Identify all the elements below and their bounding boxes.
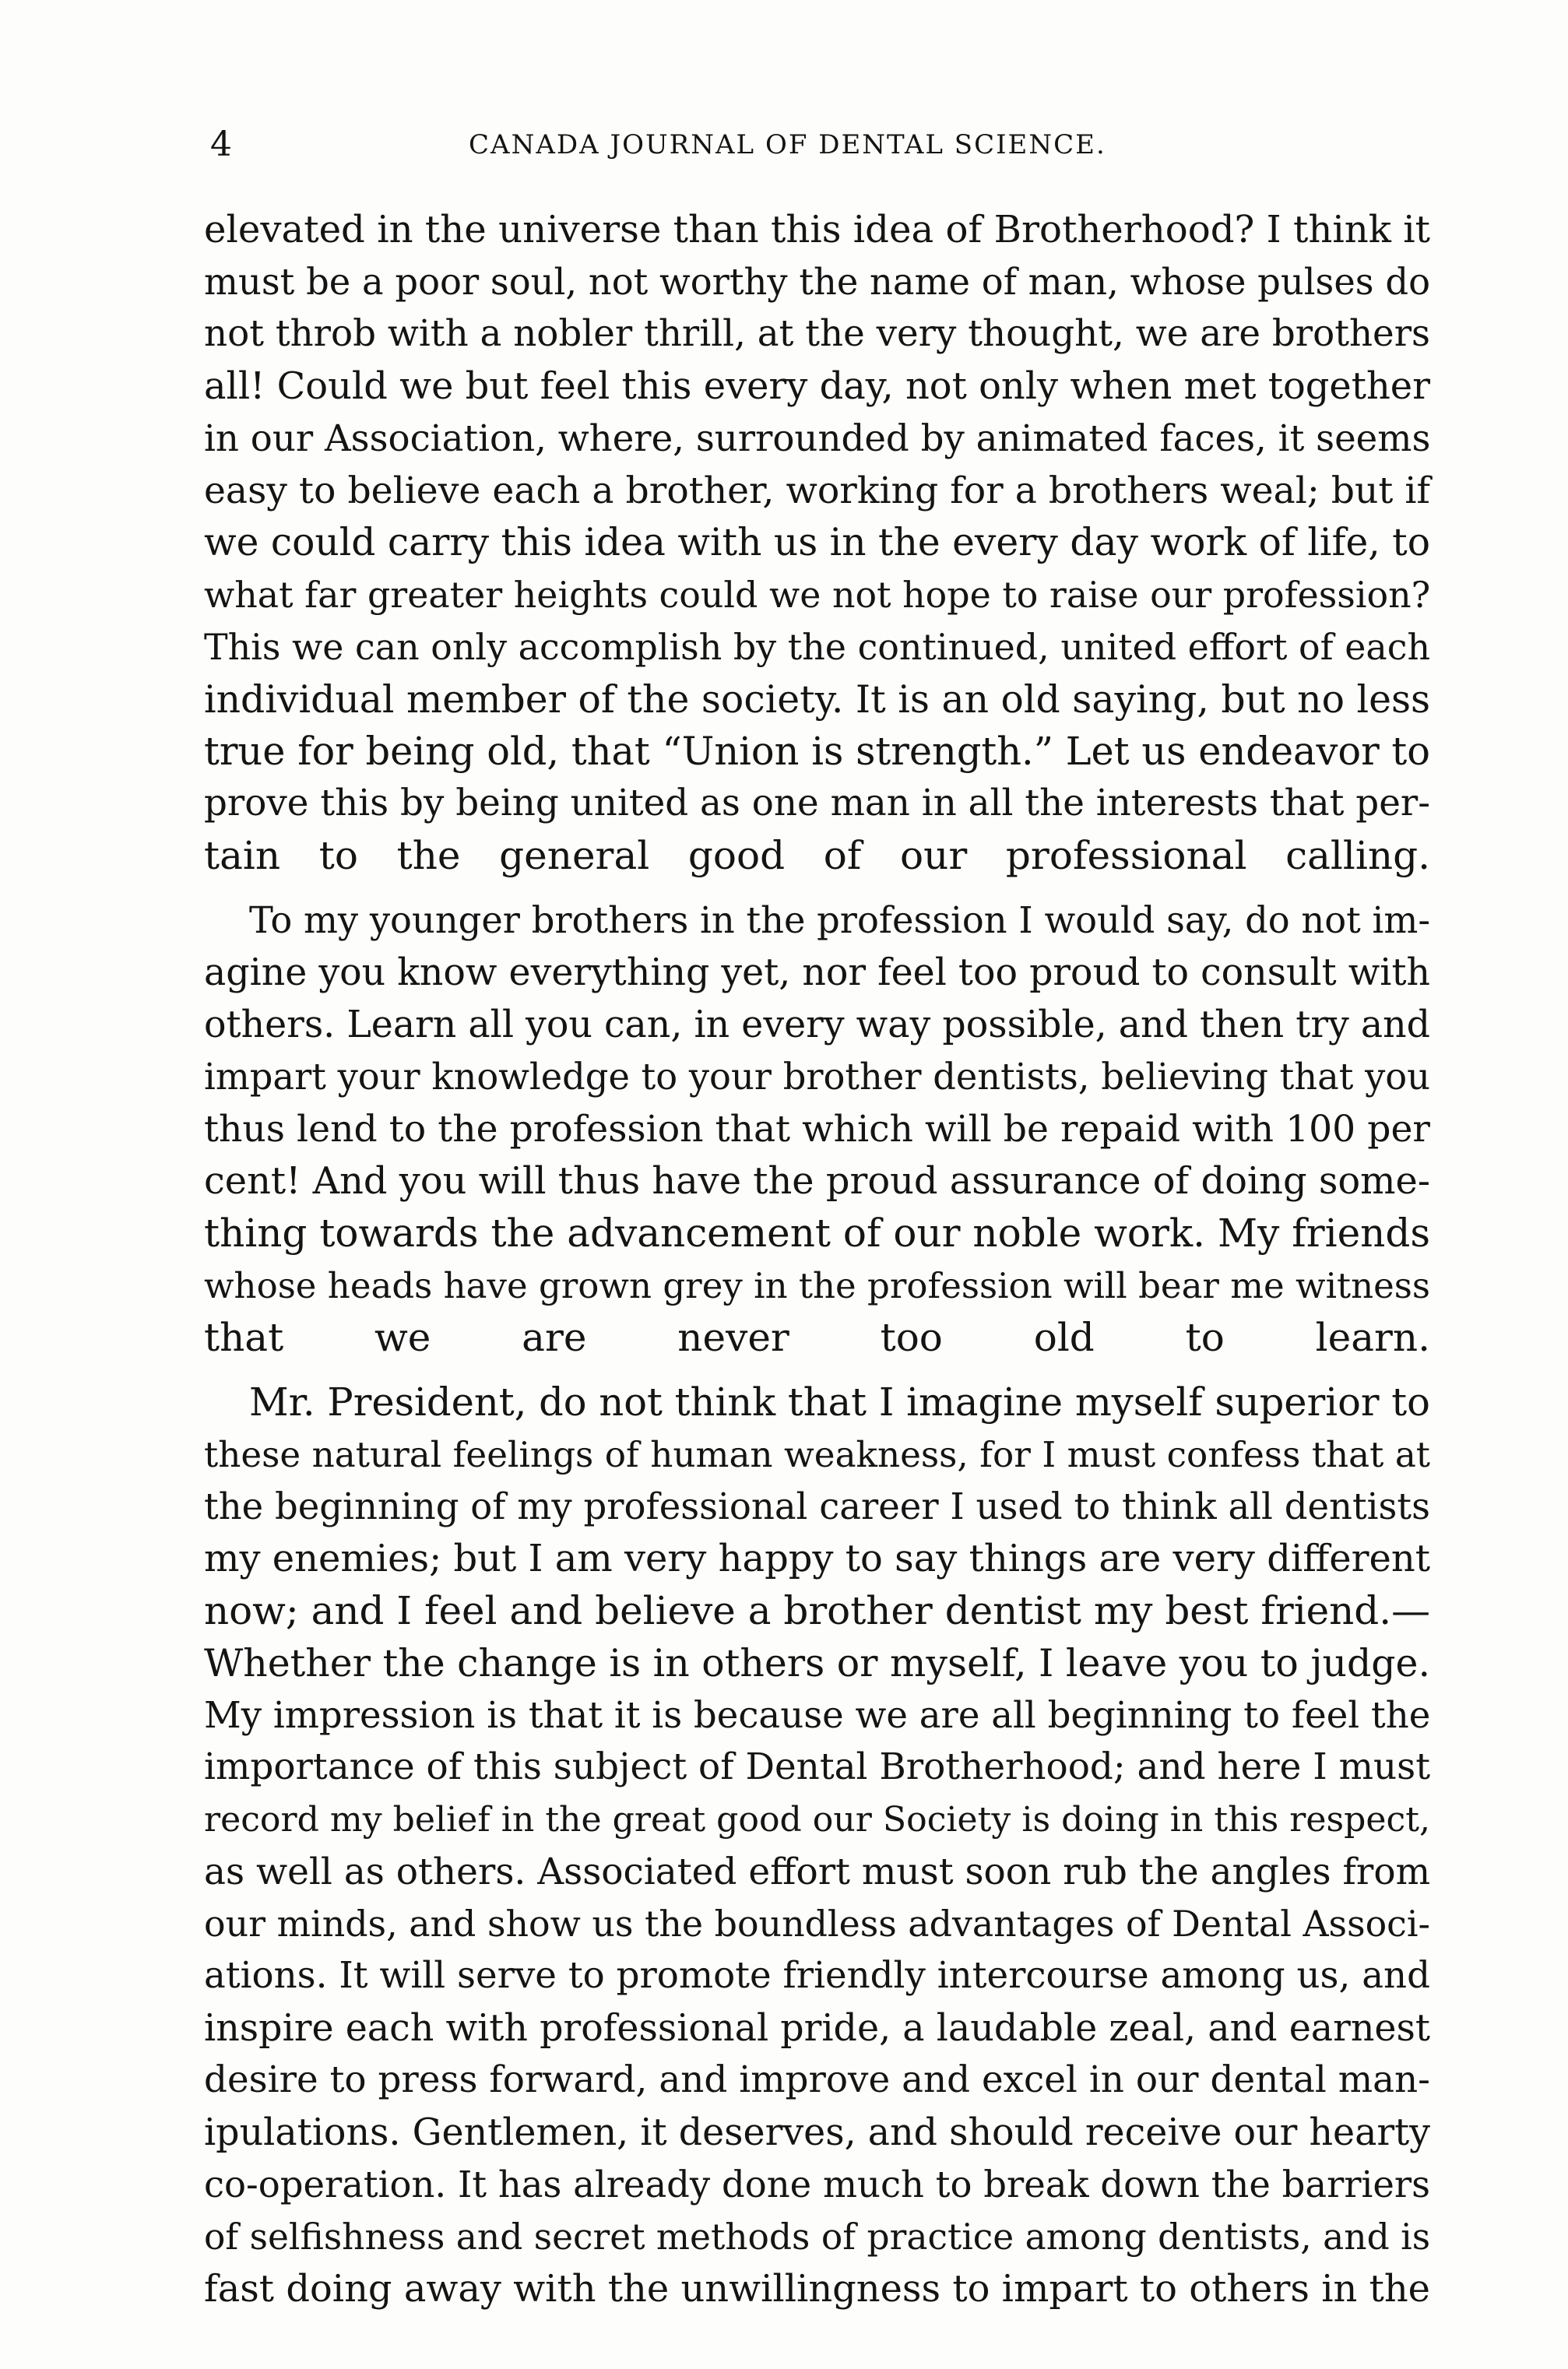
text-line: we could carry this idea with us in the every day work of life, to [204, 521, 1430, 564]
text-line: that we are never too old to learn. [204, 1315, 1430, 1360]
text-line: easy to believe each a brother, working for a brothers weal; but if [204, 469, 1430, 512]
text-line: agine you know everything yet, nor feel too proud to consult with [204, 951, 1430, 994]
text-line: co-operation. It has already done much to break down the barriers [204, 2163, 1430, 2206]
text-line: my enemies; but I am very happy to say things are very different [204, 1538, 1430, 1580]
paragraph-brotherhood [204, 204, 1430, 882]
text-line: true for being old, that “Union is strength.” Let us endeavor to [204, 729, 1430, 774]
paragraph-mr-president [204, 1376, 1430, 2315]
text-line: impart your knowledge to your brother dentists, believing that you [204, 1056, 1431, 1098]
text-line: ipulations. Gentlemen, it deserves, and should receive our hearty [204, 2111, 1430, 2154]
text-line: To my younger brothers in the profession I would say, do not im- [249, 899, 1430, 941]
text-line: prove this by being united as one man in all the interests that per- [204, 782, 1430, 824]
text-line: thing towards the advancement of our noble work. My friends [204, 1211, 1430, 1256]
text-line: in our Association, where, surrounded by animated faces, it seems [204, 417, 1431, 459]
text-line: Mr. President, do not think that I imagine myself superior to [249, 1380, 1430, 1425]
text-line: now; and I feel and believe a brother dentist my best friend.— [204, 1588, 1430, 1633]
page-number: 4 [210, 125, 232, 164]
text-line: thus lend to the profession that which will be repaid with 100 per [204, 1108, 1430, 1151]
text-line: others. Learn all you can, in every way possible, and then try and [204, 1003, 1430, 1046]
text-line: these natural feelings of human weakness, for I must confess that at [204, 1434, 1430, 1475]
text-line: not throb with a nobler thrill, at the very thought, we are brothers [204, 313, 1430, 355]
text-line: elevated in the universe than this idea of Brotherhood? I think it [204, 208, 1430, 251]
text-line: This we can only accomplish by the continued, united effort of each [204, 626, 1430, 668]
text-line: the beginning of my professional career I used to think all dentists [204, 1485, 1430, 1527]
text-line: all! Could we but feel this every day, not only when met together [204, 365, 1430, 408]
text-line: must be a poor soul, not worthy the name of man, whose pulses do [204, 261, 1430, 303]
text-line: Whether the change is in others or myself, I leave you to judge. [204, 1641, 1430, 1685]
running-head: CANADA JOURNAL OF DENTAL SCIENCE. [469, 129, 1106, 160]
text-line: tain to the general good of our professional calling. [204, 833, 1430, 878]
text-line: cent! And you will thus have the proud assurance of doing some- [204, 1160, 1430, 1203]
text-line: My impression is that it is because we are all beginning to feel the [204, 1694, 1431, 1736]
page-header [204, 121, 1451, 168]
text-line: as well as others. Associated effort must soon rub the angles from [204, 1851, 1431, 1893]
text-line: inspire each with professional pride, a laudable zeal, and earnest [204, 2007, 1430, 2050]
text-line: ations. It will serve to promote friendly intercourse among us, and [204, 1955, 1430, 1997]
text-line: whose heads have grown grey in the profession will bear me witness [204, 1265, 1430, 1306]
article-body [204, 204, 1430, 2315]
text-line: of selfishness and secret methods of practice among dentists, and is [204, 2216, 1431, 2258]
text-line: desire to press forward, and improve and excel in our dental man- [204, 2059, 1430, 2101]
text-line: individual member of the society. It is an old saying, but no less [204, 677, 1431, 722]
text-line: our minds, and show us the boundless advantages of Dental Associ- [204, 1903, 1430, 1945]
text-line: importance of this subject of Dental Brotherhood; and here I must [204, 1746, 1431, 1788]
paragraph-younger-brothers [204, 895, 1430, 1364]
text-line: fast doing away with the unwillingness to impart to others in the [204, 2268, 1430, 2311]
text-line: what far greater heights could we not hope to raise our profession? [204, 574, 1431, 616]
text-line: record my belief in the great good our Society is doing in this respect, [204, 1800, 1430, 1840]
